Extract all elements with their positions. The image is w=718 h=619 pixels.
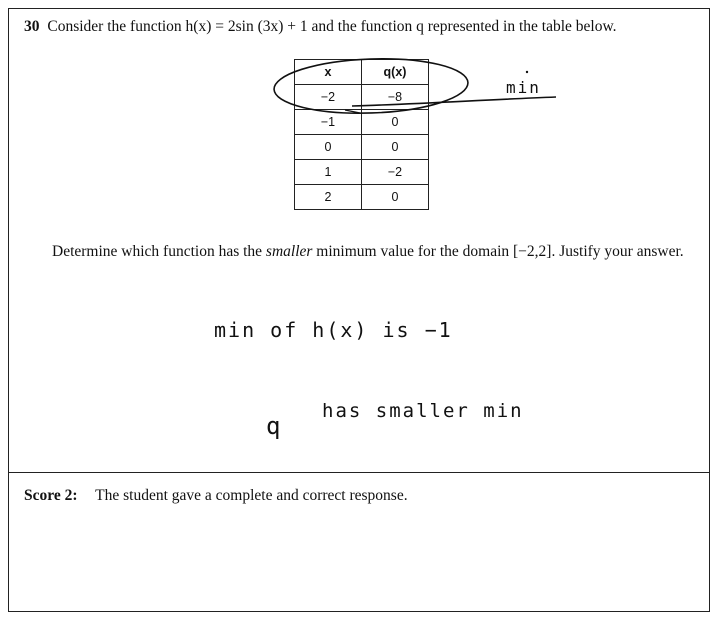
cell-x: 2	[295, 185, 362, 210]
cell-qx: 0	[362, 135, 429, 160]
header-x: x	[295, 60, 362, 85]
score-line	[24, 487, 408, 505]
cell-x: −2	[295, 85, 362, 110]
cell-qx: 0	[362, 185, 429, 210]
min-annotation: min	[506, 78, 541, 97]
score-text: The student gave a complete and correct response.	[95, 487, 408, 504]
question-number: 30	[24, 18, 40, 35]
cell-x: −1	[295, 110, 362, 135]
dot-mark	[526, 71, 528, 73]
handwritten-line-1: min of h(x) is −1	[214, 318, 453, 342]
cell-qx: −8	[362, 85, 429, 110]
cell-x: 1	[295, 160, 362, 185]
question-text: Consider the function h(x) = 2sin (3x) + 1 and the function q represented in the table below.	[47, 18, 617, 35]
handwritten-line-2: has smaller min	[322, 400, 524, 422]
handwritten-q: q	[266, 412, 283, 440]
prompt-after: minimum value for the domain [−2,2]. Justify your answer.	[312, 243, 684, 260]
header-qx: q(x)	[362, 60, 429, 85]
prompt-emphasis: smaller	[265, 243, 313, 260]
circle-mark	[273, 56, 469, 117]
cell-qx: 0	[362, 110, 429, 135]
cell-x: 0	[295, 135, 362, 160]
score-label: Score 2:	[24, 487, 78, 504]
prompt-text	[52, 241, 702, 262]
cell-qx: −2	[362, 160, 429, 185]
prompt-before: Determine which function has the	[52, 243, 266, 260]
underline-stroke	[352, 97, 556, 106]
section-divider	[8, 472, 710, 473]
